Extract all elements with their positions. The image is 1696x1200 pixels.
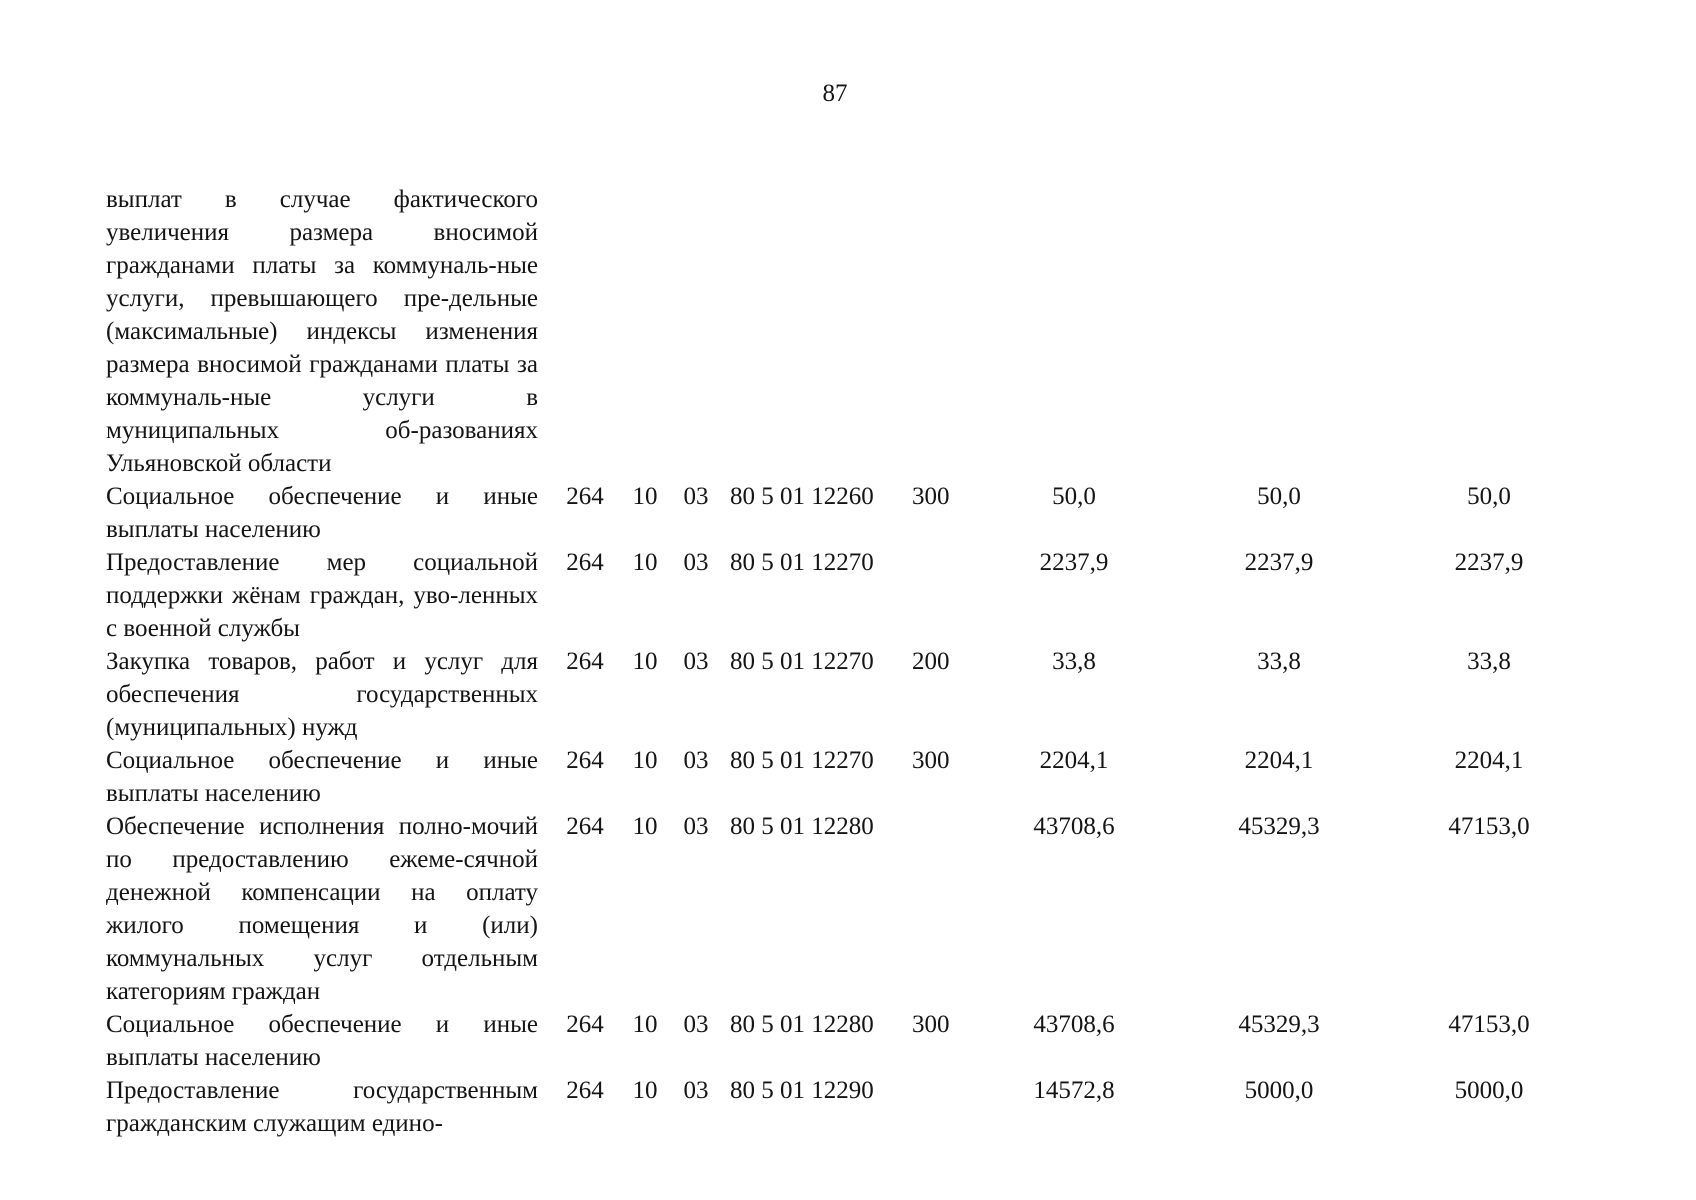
row-amount-year-1: 2204,1 (1039, 747, 1109, 774)
row-description: Социальное обеспечение и иные выплаты населению (106, 747, 538, 807)
page-number: 87 (822, 80, 848, 107)
row-description: Социальное обеспечение и иные выплаты населению (106, 483, 538, 543)
row-amount-year-1: 33,8 (1052, 648, 1096, 675)
row-grbs-code: 264 (566, 1077, 604, 1104)
row-section-code: 10 (632, 1011, 658, 1038)
table-row (106, 810, 1594, 1008)
row-amount-year-1: 50,0 (1052, 483, 1096, 510)
row-subsection-code: 03 (683, 549, 709, 576)
row-target-article-code: 80 5 01 12270 (730, 747, 874, 774)
row-section-code: 10 (632, 1077, 658, 1104)
table-row (106, 480, 1594, 546)
row-grbs-code: 264 (566, 747, 604, 774)
row-amount-year-3: 47153,0 (1448, 813, 1530, 840)
row-amount-year-3: 2237,9 (1454, 549, 1524, 576)
row-subsection-code: 03 (683, 813, 709, 840)
row-description: Социальное обеспечение и иные выплаты населению (106, 1011, 538, 1071)
row-expense-type-code: 300 (912, 747, 950, 774)
row-description: Предоставление государственным гражданским служащим едино- (106, 1077, 538, 1137)
row-amount-year-2: 50,0 (1257, 483, 1301, 510)
budget-table (106, 183, 1594, 1140)
row-description: Предоставление мер социальной поддержки жёнам граждан, уво-ленных с военной службы (106, 549, 538, 642)
row-amount-year-3: 47153,0 (1448, 1011, 1530, 1038)
table-row (106, 1008, 1594, 1074)
row-expense-type-code (912, 810, 974, 1008)
row-subsection-code (670, 183, 722, 480)
row-section-code (620, 183, 670, 480)
row-grbs-code: 264 (566, 648, 604, 675)
row-subsection-code: 03 (683, 648, 709, 675)
row-expense-type-code (912, 546, 974, 645)
row-section-code: 10 (632, 483, 658, 510)
row-amount-year-2 (1174, 183, 1384, 480)
row-target-article-code: 80 5 01 12290 (730, 1077, 874, 1104)
row-subsection-code: 03 (683, 483, 709, 510)
row-amount-year-2: 2237,9 (1244, 549, 1314, 576)
row-amount-year-1 (974, 183, 1174, 480)
row-expense-type-code: 200 (912, 648, 950, 675)
row-amount-year-3: 50,0 (1467, 483, 1511, 510)
row-expense-type-code: 300 (912, 1011, 950, 1038)
row-subsection-code: 03 (683, 1011, 709, 1038)
row-target-article-code: 80 5 01 12270 (730, 648, 874, 675)
row-grbs-code: 264 (566, 813, 604, 840)
table-row (106, 1074, 1594, 1140)
row-grbs-code (550, 183, 620, 480)
row-expense-type-code: 300 (912, 483, 950, 510)
row-amount-year-2: 5000,0 (1244, 1077, 1314, 1104)
row-description: Закупка товаров, работ и услуг для обеспечения государственных (муниципальных) нужд (106, 648, 538, 741)
row-amount-year-3: 33,8 (1467, 648, 1511, 675)
row-section-code: 10 (632, 747, 658, 774)
table-row (106, 183, 1594, 480)
row-amount-year-2: 45329,3 (1238, 1011, 1320, 1038)
row-section-code: 10 (632, 549, 658, 576)
row-amount-year-3 (1384, 183, 1594, 480)
row-section-code: 10 (632, 648, 658, 675)
row-grbs-code: 264 (566, 1011, 604, 1038)
row-amount-year-3: 2204,1 (1454, 747, 1524, 774)
row-expense-type-code (912, 183, 974, 480)
row-grbs-code: 264 (566, 549, 604, 576)
row-target-article-code: 80 5 01 12280 (730, 1011, 874, 1038)
row-amount-year-1: 2237,9 (1039, 549, 1109, 576)
row-target-article-code: 80 5 01 12280 (730, 813, 874, 840)
table-row (106, 645, 1594, 744)
row-subsection-code: 03 (683, 1077, 709, 1104)
row-amount-year-1: 14572,8 (1033, 1077, 1115, 1104)
row-section-code: 10 (632, 813, 658, 840)
row-target-article-code: 80 5 01 12260 (730, 483, 874, 510)
row-amount-year-1: 43708,6 (1033, 813, 1115, 840)
row-grbs-code: 264 (566, 483, 604, 510)
row-amount-year-1: 43708,6 (1033, 1011, 1115, 1038)
row-description: выплат в случае фактического увеличения размера вносимой гражданами платы за коммуналь-ные услуги, превышающего пре-дельные (максимальные) индексы изменения размера вносимой гражданами платы за коммуналь-ные услуги в муниципальных об-разованиях Ульяновской области (106, 186, 538, 477)
table-row (106, 744, 1594, 810)
row-amount-year-2: 33,8 (1257, 648, 1301, 675)
budget-table-body (106, 183, 1594, 1140)
row-target-article-code: 80 5 01 12270 (730, 549, 874, 576)
row-amount-year-2: 45329,3 (1238, 813, 1320, 840)
row-amount-year-2: 2204,1 (1244, 747, 1314, 774)
row-amount-year-3: 5000,0 (1454, 1077, 1524, 1104)
table-row (106, 546, 1594, 645)
row-expense-type-code (912, 1074, 974, 1140)
row-subsection-code: 03 (683, 747, 709, 774)
row-description: Обеспечение исполнения полно-мочий по предоставлению ежеме-сячной денежной компенсации на оплату жилого помещения и (или) коммунальных услуг отдельным категориям граждан (106, 813, 538, 1005)
row-target-article-code (722, 183, 912, 480)
